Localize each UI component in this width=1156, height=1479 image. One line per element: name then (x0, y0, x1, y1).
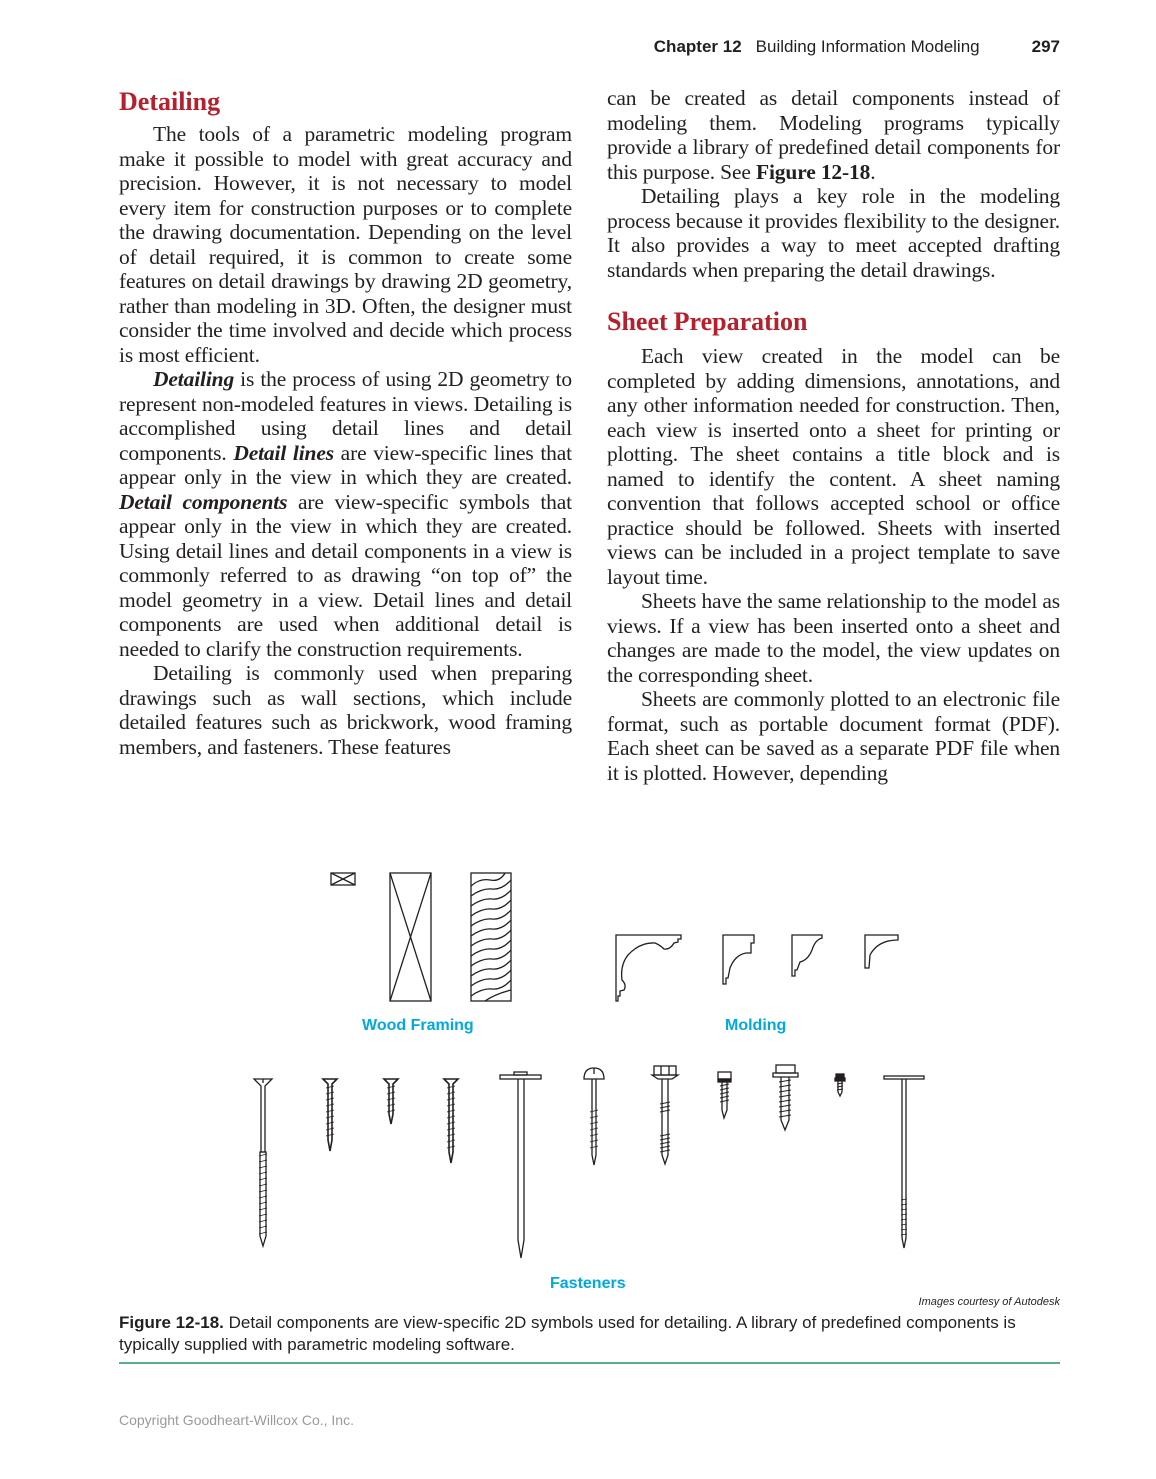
crown-molding-large-icon (616, 935, 681, 1001)
term-detail-components: Detail components (119, 489, 288, 514)
caption-divider (119, 1362, 1060, 1364)
small-blocking-symbol-icon (331, 873, 355, 885)
paragraph-text: can be created as detail components instead of modeling them. Modeling programs typically provide a library of predefined detail components for this purpose. See (607, 86, 1060, 184)
paragraph: The tools of a parametric modeling program make it possible to model with great accuracy and precision. However, it is not necessary to model every item for construction purposes or to complete the drawing documentation. Depending on the level of detail required, it is common to create some features on detail drawings by drawing 2D geometry, rather than modeling in 3D. Often, the designer must consider the time involved and decide which process is most efficient. (119, 122, 572, 367)
label-fasteners: Fasteners (550, 1275, 626, 1292)
paragraph-continued (607, 86, 1060, 184)
paragraph-text: are view-specific symbols that appear only in the view in which they are created. Using detail lines and detail components in a view is commonly referred to as drawing “on top of” the model geometry in a view. Detail lines and detail components are used when additional detail is needed to clarify the construction requirements. (119, 489, 572, 661)
section-heading-detailing: Detailing (119, 87, 221, 116)
hex-head-lag-bolt-icon (652, 1066, 678, 1164)
image-credit: Images courtesy of Autodesk (918, 1296, 1060, 1308)
term-detailing: Detailing (153, 367, 235, 391)
wood-grain-section-icon (471, 873, 511, 1001)
crown-molding-stepped-icon (723, 935, 754, 984)
t-head-nail-icon (884, 1076, 924, 1248)
paragraph: Sheets are commonly plotted to an electronic file format, such as portable document format (PDF). Each sheet can be saved as a separate PDF file when it is plotted. However, depending (607, 687, 1060, 785)
paragraph: Detailing is commonly used when preparing drawings such as wall sections, which include detailed features such as brickwork, wood framing members, and fasteners. These features (119, 661, 572, 759)
running-head (560, 37, 1060, 57)
figure-12-18 (0, 860, 1156, 1300)
caption-text: Detail components are view-specific 2D symbols used for detailing. A library of predefined components is typically supplied with parametric modeling software. (119, 1313, 1016, 1354)
left-column (119, 86, 572, 759)
paragraph: Detailing plays a key role in the modeling process because it provides flexibility to the designer. It also provides a way to meet accepted drafting standards when preparing the detail drawings. (607, 184, 1060, 282)
figure-number: Figure 12-18. (119, 1313, 224, 1332)
paragraph-text: is the process of using 2D geometry to represent non-modeled features in views. Detailing is accomplished using detail lines and detail components. (119, 367, 572, 465)
flat-head-lag-screw-icon (254, 1079, 272, 1246)
page-number: 297 (1031, 37, 1060, 56)
paragraph-text: are view-specific lines that appear only in the view in which they are created. (119, 440, 572, 489)
drywall-screw-long-icon (323, 1079, 337, 1151)
drywall-screw-medium-icon (444, 1079, 458, 1163)
drywall-screw-short-icon (384, 1079, 398, 1124)
label-wood-framing: Wood Framing (362, 1017, 474, 1034)
chapter-title: Building Information Modeling (755, 37, 980, 56)
copyright-footer: Copyright Goodheart-Willcox Co., Inc. (119, 1412, 354, 1428)
section-heading-sheet-preparation: Sheet Preparation (607, 307, 808, 336)
paragraph-definitions (119, 367, 572, 661)
chapter-number: Chapter 12 (653, 37, 742, 56)
round-head-screw-icon (584, 1068, 604, 1165)
right-column (607, 86, 1060, 785)
crown-molding-ogee-icon (792, 935, 822, 976)
framing-member-section-icon (390, 873, 431, 1001)
figure-caption (119, 1312, 1059, 1356)
cove-molding-icon (865, 935, 898, 968)
self-drilling-hex-screw-icon (718, 1072, 731, 1118)
paragraph: Each view created in the model can be completed by adding dimensions, annotations, and any other information needed for construction. Then, each view is inserted onto a sheet for printing or plotting. The sheet contains a title block and is named to identify the content. A sheet naming convention that follows accepted school or office practice should be followed. Sheets with inserted views can be included in a project template to save layout time. (607, 344, 1060, 589)
paragraph-text: . (870, 159, 876, 184)
roofing-nail-icon (500, 1072, 541, 1258)
label-molding: Molding (725, 1017, 787, 1034)
term-detail-lines: Detail lines (233, 440, 334, 465)
small-hex-screw-icon (835, 1074, 845, 1096)
figure-reference: Figure 12-18 (755, 159, 871, 184)
paragraph: Sheets have the same relationship to the model as views. If a view has been inserted onto a sheet and changes are made to the model, the view updates on the corresponding sheet. (607, 589, 1060, 687)
hex-washer-screw-icon (773, 1065, 798, 1130)
